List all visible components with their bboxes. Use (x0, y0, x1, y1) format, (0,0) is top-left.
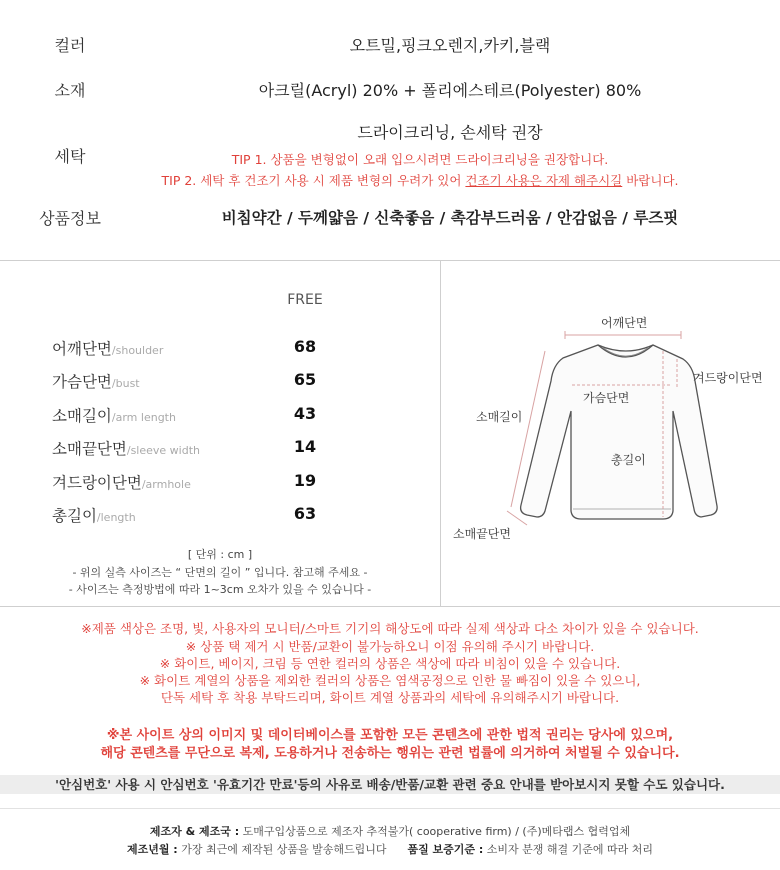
notice-line: ※ 상품 택 제거 시 반품/교환이 불가능하오니 이점 유의해 주시기 바랍니다. (185, 639, 595, 654)
size-row-value: 14 (293, 437, 317, 456)
diagram-label-armhole: 겨드랑이단면 (693, 371, 763, 385)
wash-value: 드라이크리닝, 손세탁 권장 (357, 123, 543, 142)
size-row-value: 65 (293, 370, 317, 389)
size-row-name: 소매길이/arm length (52, 407, 176, 425)
notice-line: 단독 세탁 후 착용 부탁드리며, 화이트 계열 상품과의 세탁에 유의해주시기 바랍니다. (160, 690, 620, 705)
color-label: 컬러 (54, 36, 86, 55)
sweater-outline (521, 345, 718, 519)
size-note-1: - 위의 실측 사이즈는 “ 단면의 길이 ” 입니다. 참고해 주세요 - (72, 566, 368, 579)
notice-line: ※ 화이트 계열의 상품을 제외한 컬러의 상품은 염색공정으로 인한 물 빠짐이 있을 수 있으니, (139, 673, 641, 688)
notice-line: ※ 화이트, 베이지, 크림 등 연한 컬러의 상품은 색상에 따라 비침이 있을 수 있습니다. (159, 656, 621, 671)
diagram-label-shoulder: 어깨단면 (601, 316, 648, 330)
garment-diagram (441, 261, 780, 606)
material-label: 소재 (54, 81, 86, 100)
safe-number-banner (0, 775, 780, 794)
divider (0, 808, 780, 809)
size-row-name: 소매끝단면/sleeve width (52, 440, 200, 458)
product-info-value: 비침약간 / 두께얇음 / 신축좋음 / 촉감부드러움 / 안감없음 / 루즈핏 (221, 209, 679, 227)
size-row-name: 가슴단면/bust (52, 373, 140, 391)
size-row-value: 19 (293, 471, 317, 490)
size-row-name: 어깨단면/shoulder (52, 340, 164, 358)
size-row-value: 68 (293, 337, 317, 356)
legal-line: ※본 사이트 상의 이미지 및 데이터베이스를 포함한 모든 콘텐츠에 관한 법적 권리는 당사에 있으며, (106, 728, 674, 743)
diagram-label-arm: 소매길이 (476, 410, 523, 424)
material-value: 아크릴(Acryl) 20% + 폴리에스테르(Polyester) 80% (258, 81, 642, 100)
diagram-label-bust: 가슴단면 (583, 391, 630, 405)
size-row-name: 겨드랑이단면/armhole (52, 474, 191, 492)
notice-line: ※제품 색상은 조명, 빛, 사용자의 모니터/스마트 기기의 해상도에 따라 실제 색상과 다소 차이가 있을 수 있습니다. (81, 621, 699, 636)
size-unit: [ 단위 : cm ] (187, 548, 253, 561)
size-row-value: 63 (293, 504, 317, 523)
size-note-2: - 사이즈는 측정방법에 따라 1~3cm 오차가 있을 수 있습니다 - (68, 583, 372, 596)
size-row-value: 43 (293, 404, 317, 423)
footer-maker: 제조자 & 제조국 : 도매구입상품으로 제조자 추적불가( cooperative firm) / (주)메타랩스 협력업체 (149, 825, 631, 838)
wash-tip-1: TIP 1. 상품을 변형없이 오래 입으시려면 드라이크리닝을 권장합니다. (231, 152, 609, 167)
wash-tip-2: TIP 2. 세탁 후 건조기 사용 시 제품 변형의 우려가 있어 건조기 사용은 자제 해주시길 바랍니다. (161, 173, 679, 188)
size-row-name: 총길이/length (52, 507, 136, 525)
banner-text: '안심번호' 사용 시 안심번호 '유효기간 만료'등의 사유로 배송/반품/교환 관련 중요 안내를 받아보시지 못할 수도 있습니다. (55, 777, 725, 792)
diagram-label-sleeve: 소매끝단면 (453, 527, 511, 541)
product-info-label: 상품정보 (39, 209, 101, 228)
diagram-label-length: 총길이 (611, 453, 646, 467)
footer-date-quality: 제조년월 : 가장 최근에 제작된 상품을 발송해드립니다 품질 보증기준 : 소비자 분쟁 해결 기준에 따라 처리 (126, 843, 654, 856)
legal-line: 해당 콘텐츠를 무단으로 복제, 도용하거나 전송하는 행위는 관련 법률에 의거하여 처벌될 수 있습니다. (100, 746, 680, 761)
divider (0, 606, 780, 607)
color-value: 오트밀,핑크오렌지,카키,블랙 (349, 36, 551, 55)
wash-label: 세탁 (54, 147, 86, 166)
size-header: FREE (287, 292, 323, 308)
